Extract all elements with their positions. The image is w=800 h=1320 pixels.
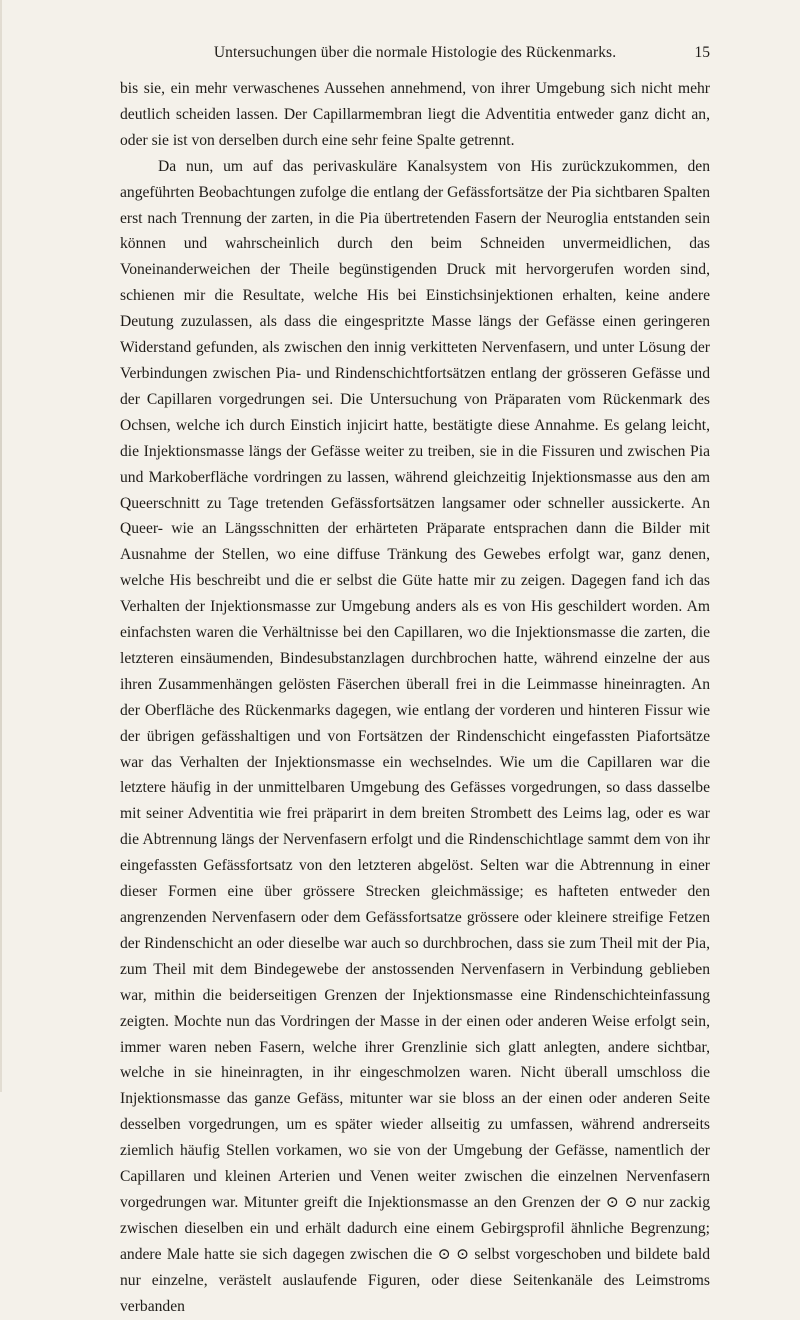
- page-edge: [0, 0, 2, 1092]
- paragraph-main: Da nun, um auf das perivaskuläre Kanalsystem von His zurückzukommen, den angeführten Beobachtungen zufolge die entlang der Gefässfortsätze der Pia sichtbaren Spalten erst nach Trennung der zarten, in die Pia übertretenden Fasern der Neuroglia entstanden sein können und wahrscheinlich durch den beim Schneiden unvermeidlichen, das Voneinanderweichen der Theile begünstigenden Druck mit hervorgerufen worden sind, schienen mir die Resultate, welche His bei Einstichsinjektionen erhalten, keine andere Deutung zuzulassen, als dass die eingespritzte Masse längs der Gefässe einen geringeren Widerstand gefunden, als zwischen den innig verkitteten Nervenfasern, und unter Lösung der Verbindungen zwischen Pia- und Rindenschichtfortsätzen entlang der grösseren Gefässe und der Capillaren vorgedrungen sei. Die Untersuchung von Präparaten vom Rückenmark des Ochsen, welche ich durch Einstich injicirt hatte, bestätigte diese Annahme. Es gelang leicht, die Injektionsmasse längs der Gefässe weiter zu treiben, sie in die Fissuren und zwischen Pia und Markoberfläche vordringen zu lassen, während gleichzeitig Injektionsmasse aus den am Queerschnitt zu Tage tretenden Gefässfortsätzen langsamer oder schneller aussickerte. An Queer- wie an Längsschnitten der erhärteten Präparate entsprachen dann die Bilder mit Ausnahme der Stellen, wo eine diffuse Tränkung des Gewebes erfolgt war, ganz denen, welche His beschreibt und die er selbst die Güte hatte mir zu zeigen. Dagegen fand ich das Verhalten der Injektionsmasse zur Umgebung anders als es von His geschildert worden. Am einfachsten waren die Verhältnisse bei den Capillaren, wo die Injektionsmasse die zarten, die letzteren einsäumenden, Bindesubstanzlagen durchbrochen hatte, während einzelne der aus ihren Zusammenhängen gelösten Fäserchen überall frei in die Leimmasse hineinragten. An der Oberfläche des Rückenmarks dagegen, wie entlang der vorderen und hinteren Fissur wie der übrigen gefässhaltigen und von Fortsätzen der Rindenschicht eingefassten Piafortsätze war das Verhalten der Injektionsmasse ein wechselndes. Wie um die Capillaren war die letztere häufig in der unmittelbaren Umgebung des Gefässes vorgedrungen, so dass dasselbe mit seiner Adventitia wie frei präparirt in dem breiten Strombett des Leims lag, oder es war die Abtrennung längs der Nervenfasern erfolgt und die Rindenschichtlage sammt dem von ihr eingefassten Gefässfortsatz von den letzteren abgelöst. Selten war die Abtrennung in einer dieser Formen eine über grössere Strecken gleichmässige; es hafteten entweder den angrenzenden Nervenfasern oder dem Gefässfortsatze grössere oder kleinere streifige Fetzen der Rindenschicht an oder dieselbe war auch so durchbrochen, dass sie zum Theil mit der Pia, zum Theil mit dem Bindegewebe der anstossenden Nervenfasern in Verbindung geblieben war, mithin die beiderseitigen Grenzen der Injektionsmasse eine Rindenschichteinfassung zeigten. Mochte nun das Vordringen der Masse in der einen oder anderen Weise erfolgt sein, immer waren neben Fasern, welche ihrer Grenzlinie sich glatt anlegten, andere sichtbar, welche in sie hineinragten, in ihr eingeschmolzen waren. Nicht überall umschloss die Injektionsmasse das ganze Gefäss, mitunter war sie bloss an der einen oder anderen Seite desselben vorgedrungen, um es später wieder allseitig zu umfassen, während andrerseits ziemlich häufig Stellen vorkamen, wo sie von der Umgebung der Gefässe, namentlich der Capillaren und kleinen Arterien und Venen weiter zwischen die einzelnen Nervenfasern vorgedrungen war. Mitunter greift die Injektionsmasse an den Grenzen der ⊙ ⊙ nur zackig zwischen dieselben ein und erhält dadurch eine einem Gebirgsprofil ähnliche Begrenzung; andere Male hatte sie sich dagegen zwischen die ⊙ ⊙ selbst vorgeschoben und bildete bald nur einzelne, verästelt auslaufende Figuren, oder diese Seitenkanäle des Leimstroms verbanden: [120, 157, 710, 1315]
- page-header: [120, 44, 710, 66]
- running-title: Untersuchungen über die normale Histologie des Rückenmarks.: [213, 44, 617, 61]
- paragraph-continuation: bis sie, ein mehr verwaschenes Aussehen annehmend, von ihrer Umgebung sich nicht mehr deutlich scheiden lassen. Der Capillarmembran liegt die Adventitia entweder ganz dicht an, oder sie ist von derselben durch eine sehr feine Spalte getrennt.: [120, 80, 710, 149]
- body-text: [120, 76, 710, 1320]
- page-number: 15: [694, 44, 710, 61]
